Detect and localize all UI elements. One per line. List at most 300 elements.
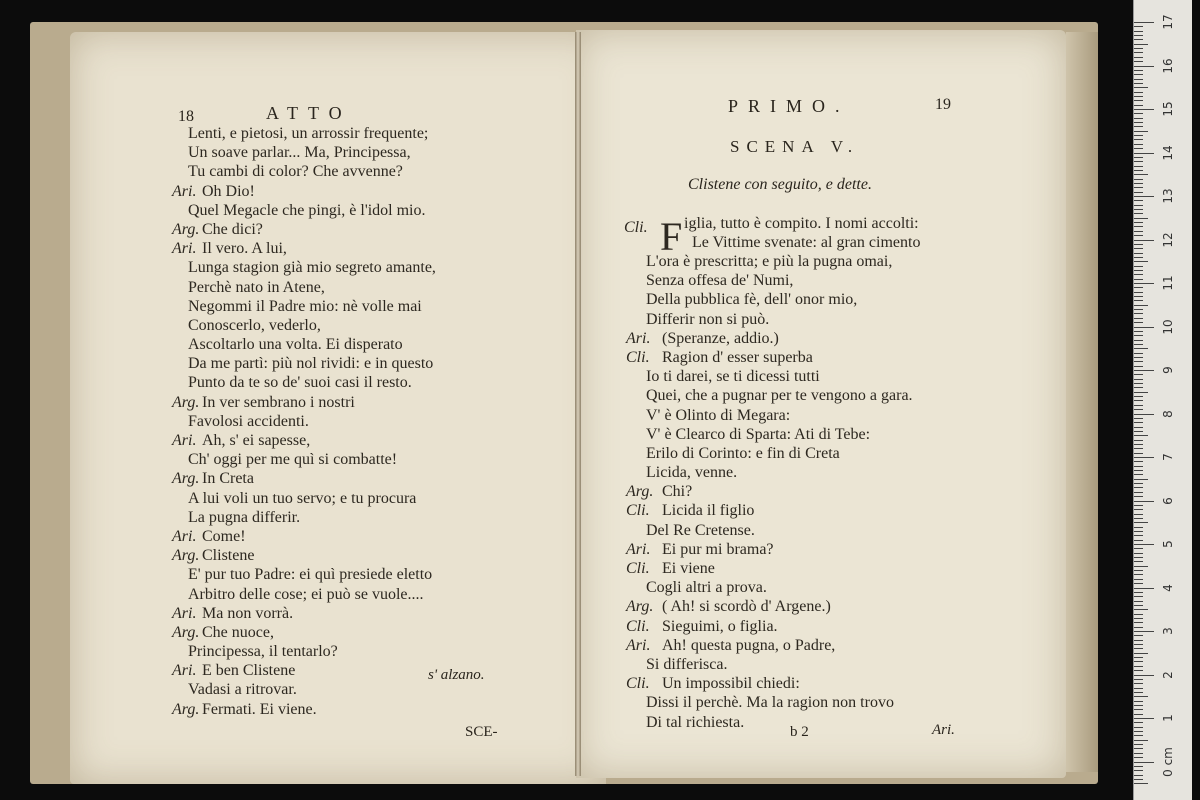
ruler-tick [1134,235,1143,236]
ruler-tick [1134,527,1143,528]
ruler-tick [1134,287,1143,288]
ruler-tick [1134,79,1143,80]
ruler-tick [1134,457,1154,458]
speaker-label: Arg. [172,547,200,565]
ruler-tick [1134,405,1143,406]
right-catchword: Ari. [932,722,955,738]
verse-line [626,329,1006,348]
ruler-tick [1134,322,1143,323]
ruler-tick [1134,31,1143,32]
speaker-label: Arg. [626,483,654,501]
speaker-label: Arg. [172,220,200,238]
ruler-tick [1134,531,1143,532]
ruler-tick [1134,618,1143,619]
ruler-tick [1134,196,1154,197]
verse-line [172,316,552,335]
verse-line [172,239,552,258]
ruler-tick [1134,657,1143,658]
ruler-tick [1134,735,1143,736]
ruler-number: 12 [1161,231,1175,248]
ruler-number: 15 [1161,101,1175,117]
ruler-tick [1134,718,1154,719]
verse-text: Clistene [202,547,255,565]
ruler-number: 4 [1161,583,1175,592]
verse-line [172,508,552,527]
ruler-tick [1134,701,1143,702]
verse-line [172,469,552,488]
book-gutter [575,32,581,776]
ruler-tick [1134,170,1143,171]
right-running-head: PRIMO. [728,96,850,116]
verse-line [172,661,552,680]
scene-subtitle: Clistene con seguito, e dette. [688,176,872,193]
ruler-tick [1134,757,1143,758]
ruler-tick [1134,487,1143,488]
ruler-tick [1134,205,1143,206]
ruler-tick [1134,253,1143,254]
ruler-tick [1134,70,1143,71]
verse-text: Oh Dio! [202,182,255,200]
ruler-tick [1134,361,1143,362]
ruler-tick [1134,192,1143,193]
ruler-tick [1134,783,1148,784]
ruler-tick [1134,187,1143,188]
ruler-tick [1134,409,1143,410]
speaker-label: Arg. [172,393,200,411]
ruler-tick [1134,348,1148,349]
ruler-tick [1134,218,1148,219]
speaker-label: Cli. [626,348,650,366]
ruler-number: 5 [1161,540,1175,548]
ruler-tick [1134,601,1143,602]
verse-line: Le Vittime svenate: al gran cimento [692,234,921,251]
ruler-tick [1134,548,1143,549]
ruler-tick [1134,627,1143,628]
speaker-label: Ari. [172,240,197,258]
ruler-tick [1134,105,1143,106]
verse-text: E ben Clistene [202,662,296,680]
verse-line [172,546,552,565]
ruler-tick [1134,327,1154,328]
ruler-tick [1134,344,1143,345]
verse-line [626,290,1006,309]
verse-text: Fermati. Ei viene. [202,700,317,718]
verse-text: Cogli altri a prova. [646,579,767,597]
ruler-tick [1134,461,1143,462]
ruler-tick [1134,466,1143,467]
verse-text: Ma non vorrà. [202,604,294,622]
ruler-tick [1134,400,1143,401]
verse-text: Senza offesa de' Numi, [646,272,794,290]
verse-line [172,585,552,604]
ruler-tick [1134,270,1143,271]
speaker-label: Ari. [172,662,197,680]
ruler-tick [1134,279,1143,280]
speaker-label: Ari. [172,604,197,622]
scene-title: SCENA V. [730,137,860,156]
verse-line [172,162,552,181]
speaker-label: Cli. [626,560,650,577]
ruler-tick [1134,570,1143,571]
ruler-tick [1134,453,1143,454]
ruler-tick [1134,374,1143,375]
ruler-tick [1134,61,1143,62]
verse-line [172,412,552,431]
ruler-tick [1134,666,1143,667]
verse-line [626,559,1006,578]
ruler-tick [1134,440,1143,441]
ruler-tick [1134,418,1143,419]
ruler-tick [1134,509,1143,510]
ruler-tick [1134,705,1143,706]
ruler-tick [1134,166,1143,167]
speaker-label: Ari. [172,182,197,200]
verse-line [172,680,552,699]
ruler-tick [1134,266,1143,267]
ruler-tick [1134,696,1148,697]
verse-line [626,674,1006,693]
verse-line [172,278,552,297]
ruler-tick [1134,714,1143,715]
verse-text: A lui voli un tuo servo; e tu procura [188,489,417,507]
ruler-tick [1134,692,1143,693]
ruler-number: 7 [1161,453,1175,461]
ruler-tick [1134,122,1143,123]
ruler-tick [1134,544,1154,545]
ruler-tick [1134,688,1143,689]
verse-line [626,367,1006,386]
verse-line [626,482,1006,501]
ruler-tick [1134,26,1143,27]
ruler-tick [1134,518,1143,519]
ruler-tick [1134,35,1143,36]
verse-text: Vadasi a ritrovar. [188,681,297,699]
ruler-tick [1134,200,1143,201]
verse-text: In Creta [202,470,254,488]
verse-line [172,124,552,143]
verse-line [172,354,552,373]
ruler-tick [1134,366,1143,367]
verse-line [626,617,1006,636]
ruler-tick [1134,313,1143,314]
ruler-tick [1134,431,1143,432]
ruler-tick [1134,135,1143,136]
ruler-tick [1134,340,1143,341]
ruler-tick [1134,379,1143,380]
speaker-label: Cli. [626,502,650,520]
verse-text: E' pur tuo Padre: ei quì presiede eletto [188,566,433,584]
measuring-ruler [1133,0,1192,800]
ruler-tick [1134,501,1154,502]
ruler-tick [1134,609,1148,610]
ruler-tick [1134,74,1143,75]
ruler-tick [1134,209,1143,210]
verse-line [626,463,1006,482]
verse-line [626,271,1006,290]
verse-text: Tu cambi di color? Che avvenne? [188,163,403,181]
verse-line [172,335,552,354]
verse-line [626,597,1006,616]
ruler-tick [1134,357,1143,358]
page-signature: b 2 [790,724,809,740]
verse-line [172,700,552,719]
verse-text: V' è Clearco di Sparta: Ati di Tebe: [646,425,871,443]
ruler-tick [1134,213,1143,214]
verse-line [172,143,552,162]
ruler-tick [1134,100,1143,101]
ruler-tick [1134,574,1143,575]
ruler-tick [1134,653,1148,654]
ruler-tick [1134,109,1154,110]
ruler-tick [1134,183,1143,184]
verse-text: Licida, venne. [646,464,738,482]
verse-text: Io ti darei, se ti dicessi tutti [646,368,820,386]
verse-text: Principessa, il tentarlo? [188,643,338,661]
verse-text: ( Ah! si scordò d' Argene.) [662,598,831,616]
ruler-number: 3 [1161,627,1175,635]
ruler-tick [1134,153,1154,154]
ruler-tick [1134,126,1143,127]
speaker-label: Cli. [624,219,648,236]
ruler-tick [1134,505,1143,506]
speaker-label: Cli. [626,617,650,635]
ruler-number: 1 [1161,714,1175,722]
ruler-tick [1134,496,1143,497]
speaker-label: Ari. [172,432,197,449]
ruler-tick [1134,244,1143,245]
verse-text: Il vero. A lui, [202,240,287,258]
verse-text: In ver sembrano i nostri [202,393,355,411]
verse-text: Da me partì: più nol rividi: e in questo [188,355,434,373]
ruler-tick [1134,579,1143,580]
ruler-tick [1134,370,1154,371]
verse-line [172,527,552,546]
verse-text: Ragion d' esser superba [662,348,813,366]
verse-line [172,431,552,450]
ruler-tick [1134,296,1143,297]
verse-text: Un soave parlar... Ma, Principessa, [188,144,411,162]
verse-text: Che dici? [202,220,263,238]
verse-line [626,252,1006,271]
verse-line [172,565,552,584]
verse-text: Dissi il perchè. Ma la ragion non trovo [646,694,894,712]
ruler-tick [1134,553,1143,554]
verse-line [172,297,552,316]
ruler-tick [1134,561,1143,562]
ruler-tick [1134,274,1143,275]
verse-line [172,220,552,239]
ruler-tick [1134,353,1143,354]
verse-line [626,501,1006,520]
ruler-number: 2 [1161,670,1175,679]
verse-text: Erilo di Corinto: e fin di Creta [646,444,840,462]
ruler-tick [1134,644,1143,645]
ruler-tick [1134,57,1143,58]
speaker-label: Cli. [626,675,650,693]
ruler-tick [1134,157,1143,158]
verse-text: Ei viene [662,560,715,577]
verse-line [626,655,1006,674]
ruler-tick [1134,422,1143,423]
ruler-tick [1134,596,1143,597]
left-running-head: ATTO [266,103,352,123]
ruler-tick [1134,605,1143,606]
ruler-tick [1134,257,1143,258]
ruler-tick [1134,566,1148,567]
verse-line [172,642,552,661]
ruler-tick [1134,557,1143,558]
verse-line [172,393,552,412]
ruler-tick [1134,753,1143,754]
ruler-tick [1134,479,1148,480]
ruler-tick [1134,727,1143,728]
verse-text: Di tal richiesta. [646,713,745,731]
ruler-tick [1134,387,1143,388]
ruler-tick [1134,174,1148,175]
ruler-tick [1134,427,1143,428]
ruler-tick [1134,318,1143,319]
ruler-tick [1134,640,1143,641]
verse-line [626,540,1006,559]
ruler-tick [1134,118,1143,119]
verse-text: Punto da te so de' suoi casi il resto. [188,374,412,392]
ruler-tick [1134,483,1143,484]
left-page-text [172,124,552,719]
stage-direction: s' alzano. [428,667,485,683]
right-page-text [626,252,1006,732]
verse-text: Lenti, e pietosi, un arrossir frequente; [188,125,429,142]
ruler-number: 0 cm [1161,746,1175,777]
ruler-tick [1134,762,1154,763]
ruler-tick [1134,144,1143,145]
ruler-tick [1134,22,1154,23]
ruler-number: 17 [1161,14,1175,30]
ruler-tick [1134,744,1143,745]
ruler-tick [1134,392,1148,393]
verse-line [172,258,552,277]
verse-text: Ah! questa pugna, o Padre, [662,636,836,654]
ruler-tick [1134,414,1154,415]
ruler-tick [1134,448,1143,449]
ruler-number: 14 [1161,144,1175,161]
verse-line [626,386,1006,405]
ruler-tick [1134,614,1143,615]
verse-line [626,348,1006,367]
ruler-tick [1134,522,1148,523]
verse-text: Conoscerlo, vederlo, [188,316,321,334]
speaker-label: Ari. [626,636,651,654]
verse-text: Licida il figlio [662,502,755,520]
verse-text: L'ora è prescritta; e più la pugna omai, [646,253,893,270]
ruler-tick [1134,240,1154,241]
ruler-tick [1134,44,1148,45]
ruler-number: 9 [1161,366,1175,374]
verse-text: Ch' oggi per me quì si combatte! [188,451,398,469]
ruler-tick [1134,66,1154,67]
verse-line [626,425,1006,444]
ruler-tick [1134,292,1143,293]
ruler-tick [1134,226,1143,227]
ruler-tick [1134,92,1143,93]
speaker-label: Ari. [172,527,197,545]
verse-text: Sieguimi, o figlia. [662,617,778,635]
verse-text: Lunga stagion già mio segreto amante, [188,259,436,277]
ruler-tick [1134,540,1143,541]
ruler-tick [1134,309,1143,310]
speaker-label: Ari. [626,540,651,558]
ruler-tick [1134,179,1143,180]
ruler-tick [1134,474,1143,475]
ruler-tick [1134,139,1143,140]
ruler-tick [1134,683,1143,684]
verse-text: Perchè nato in Atene, [188,278,325,296]
verse-text: Ascoltarlo una volta. Ei disperato [188,336,403,354]
ruler-tick [1134,222,1143,223]
verse-line [172,623,552,642]
verse-text: Differir non si può. [646,310,770,328]
verse-text: Un impossibil chiedi: [662,675,800,693]
ruler-tick [1134,96,1143,97]
ruler-tick [1134,396,1143,397]
speaker-label: Arg. [172,623,200,641]
speaker-label: Arg. [626,598,654,616]
ruler-tick [1134,52,1143,53]
verse-text: Che nuoce, [202,623,274,641]
verse-line [172,201,552,220]
verse-text: Come! [202,527,246,545]
ruler-tick [1134,470,1143,471]
verse-text: Chi? [662,483,693,501]
ruler-tick [1134,39,1143,40]
verse-text: Quei, che a pugnar per te vengono a gara. [646,387,913,405]
ruler-tick [1134,444,1143,445]
ruler-tick [1134,648,1143,649]
speaker-label: Ari. [626,329,651,347]
verse-line [626,310,1006,329]
verse-text: Della pubblica fè, dell' onor mio, [646,291,858,309]
drop-cap: F [660,214,683,259]
verse-line [626,444,1006,463]
ruler-tick [1134,661,1143,662]
left-catchword: SCE- [465,724,498,740]
verse-line [626,578,1006,597]
verse-line [626,406,1006,425]
ruler-tick [1134,331,1143,332]
ruler-number: 10 [1161,318,1175,335]
right-page-number: 19 [935,96,951,113]
verse-text: Negommi il Padre mio: nè volle mai [188,297,422,315]
ruler-tick [1134,588,1154,589]
ruler-tick [1134,675,1154,676]
ruler-tick [1134,775,1143,776]
ruler-tick [1134,305,1148,306]
page-edge [1066,32,1098,772]
ruler-tick [1134,709,1143,710]
verse-text: Del Re Cretense. [646,521,755,539]
verse-line [172,489,552,508]
ruler-tick [1134,87,1148,88]
ruler-tick [1134,492,1143,493]
verse-line [172,450,552,469]
speaker-label: Arg. [172,700,200,718]
ruler-tick [1134,748,1143,749]
ruler-tick [1134,283,1154,284]
left-page-number: 18 [178,108,194,125]
ruler-tick [1134,514,1143,515]
verse-text: Quel Megacle che pingi, è l'idol mio. [188,201,426,219]
verse-text: (Speranze, addio.) [662,329,779,347]
ruler-tick [1134,779,1143,780]
